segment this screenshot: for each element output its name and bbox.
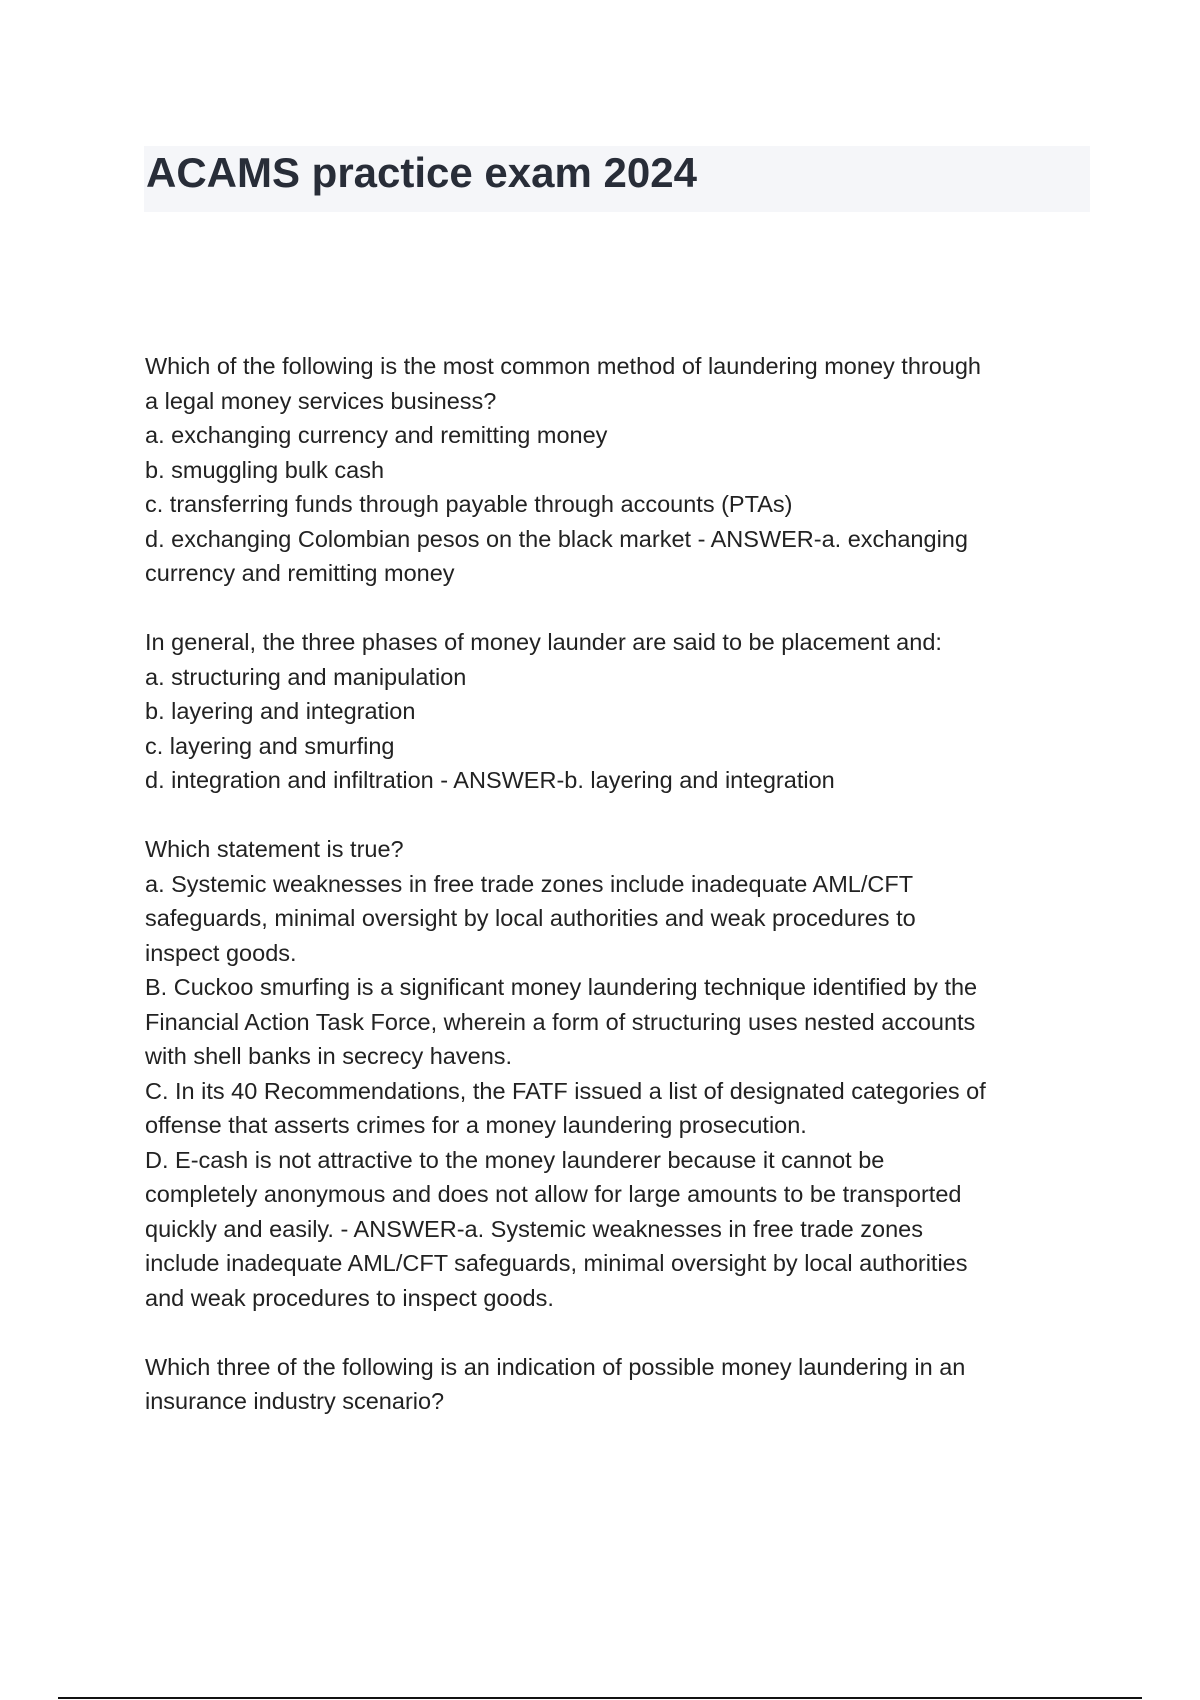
question-block-2 <box>145 625 1095 798</box>
answer-option-b: b. smuggling bulk cash <box>145 456 385 483</box>
answer-option-text-line: safeguards, minimal oversight by local authorities and weak procedures to <box>145 905 916 931</box>
question-text-line: In general, the three phases of money launder are said to be placement and: <box>145 629 942 655</box>
question-text-line: insurance industry scenario? <box>145 1388 445 1414</box>
question-text-line: Which three of the following is an indication of possible money laundering in an <box>145 1353 966 1380</box>
answer-option-text-line: with shell banks in secrecy havens. <box>145 1043 513 1069</box>
document-title: ACAMS practice exam 2024 <box>146 149 697 196</box>
question-list <box>145 349 1095 1453</box>
question-block-3 <box>145 832 1095 1315</box>
answer-option-d: d. integration and infiltration - ANSWER-b. layering and integration <box>145 767 835 793</box>
answer-text-line: currency and remitting money <box>145 560 455 586</box>
answer-option-text-line: offense that asserts crimes for a money laundering prosecution. <box>145 1112 807 1138</box>
answer-option-d: d. exchanging Colombian pesos on the black market - ANSWER-a. exchanging <box>145 525 968 552</box>
answer-option-c: c. layering and smurfing <box>145 732 395 759</box>
answer-text-line: and weak procedures to inspect goods. <box>145 1284 554 1311</box>
page-bottom-divider <box>58 1697 1142 1699</box>
answer-text-line: quickly and easily. - ANSWER-a. Systemic weaknesses in free trade zones <box>145 1215 923 1242</box>
answer-option-a: a. exchanging currency and remitting money <box>145 422 608 448</box>
answer-option-b: B. Cuckoo smurfing is a significant money laundering technique identified by the <box>145 974 978 1000</box>
answer-text-line: include inadequate AML/CFT safeguards, minimal oversight by local authorities <box>145 1250 968 1276</box>
question-block-4 <box>145 1350 1095 1419</box>
answer-option-d: D. E-cash is not attractive to the money launderer because it cannot be <box>145 1146 885 1173</box>
question-text-line: Which of the following is the most common method of laundering money through <box>145 353 981 379</box>
answer-option-a: a. Systemic weaknesses in free trade zones include inadequate AML/CFT <box>145 870 914 897</box>
answer-option-c: c. transferring funds through payable through accounts (PTAs) <box>145 491 793 517</box>
answer-option-text-line: completely anonymous and does not allow for large amounts to be transported <box>145 1181 962 1207</box>
answer-option-text-line: Financial Action Task Force, wherein a form of structuring uses nested accounts <box>145 1008 976 1035</box>
question-text-line: Which statement is true? <box>145 836 404 862</box>
question-block-1 <box>145 349 1095 591</box>
answer-option-a: a. structuring and manipulation <box>145 663 467 690</box>
answer-option-c: C. In its 40 Recommendations, the FATF issued a list of designated categories of <box>145 1077 986 1104</box>
answer-option-b: b. layering and integration <box>145 698 416 724</box>
answer-option-text-line: inspect goods. <box>145 939 297 966</box>
question-text-line: a legal money services business? <box>145 387 497 414</box>
